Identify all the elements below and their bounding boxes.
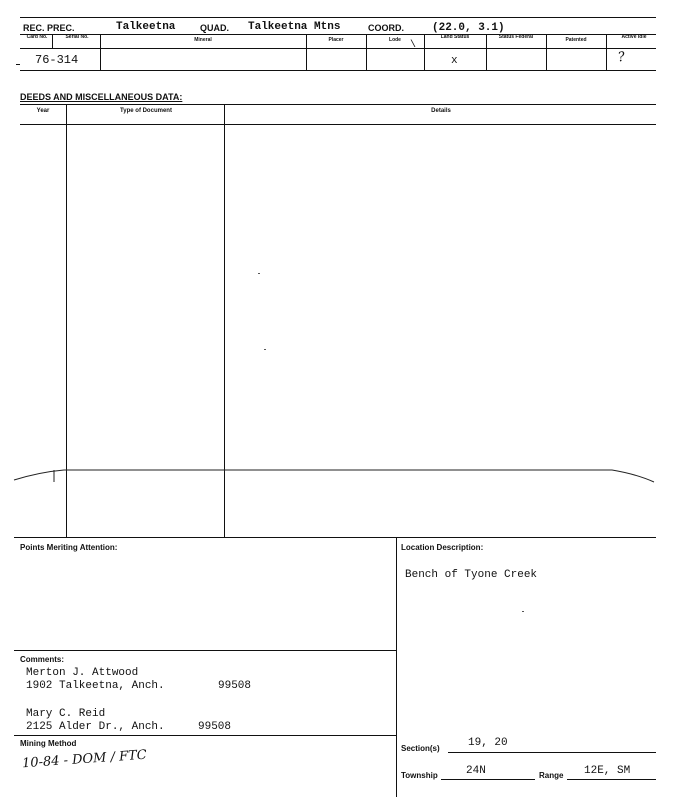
mining-method-handwritten: 10-84 - DOM / FTC xyxy=(21,747,148,772)
col-sep-federal xyxy=(486,34,487,70)
col-active-idle: Active Idle xyxy=(621,34,647,40)
township-value: 24N xyxy=(466,765,486,777)
comment-1-zip: 99508 xyxy=(218,680,252,692)
speck xyxy=(264,349,266,350)
header-rule-3 xyxy=(20,70,656,71)
land-status-value: x xyxy=(451,55,458,67)
points-label: Points Meriting Attention: xyxy=(20,543,118,552)
mining-rule xyxy=(14,735,396,736)
rec-prec-value: Talkeetna xyxy=(116,21,176,33)
comments-label: Comments: xyxy=(20,655,65,664)
header-rule-2 xyxy=(20,48,656,49)
fold-line xyxy=(0,462,678,492)
location-value: Bench of Tyone Creek xyxy=(405,569,538,581)
speck xyxy=(258,273,260,274)
deeds-type-label: Type of Document xyxy=(120,108,172,114)
col-mineral: Mineral xyxy=(194,37,212,43)
col-land-status: Land Status xyxy=(440,34,470,40)
comment-2-zip: 99508 xyxy=(198,721,232,733)
row-tick xyxy=(16,64,20,65)
quad-label: QUAD. xyxy=(200,23,229,33)
active-idle-scribble: ? xyxy=(616,49,626,66)
mining-method-label: Mining Method xyxy=(20,739,77,748)
col-placer: Placer xyxy=(328,37,344,43)
col-lode: Lode xyxy=(389,37,401,43)
range-value: 12E, SM xyxy=(584,765,631,777)
deeds-details-label: Details xyxy=(431,108,451,114)
comments-rule xyxy=(14,650,396,651)
deeds-rule-top xyxy=(20,104,656,105)
comment-1-name: Merton J. Attwood xyxy=(26,667,139,679)
comment-2-name: Mary C. Reid xyxy=(26,708,106,720)
header-rule-1 xyxy=(20,34,656,35)
coord-label: COORD. xyxy=(368,23,404,33)
lower-rule-top xyxy=(14,537,656,538)
col-sep-land xyxy=(424,34,425,70)
top-border xyxy=(20,17,656,18)
section-value: 19, 20 xyxy=(468,737,508,749)
col-sep-active xyxy=(606,34,607,70)
col-patented: Patented xyxy=(565,37,587,43)
col-serial-no: Serial No. xyxy=(65,34,89,40)
coord-value: (22.0, 3.1) xyxy=(432,22,505,34)
township-underline xyxy=(441,779,535,780)
card-no-value: 76-314 xyxy=(35,53,79,67)
quad-value: Talkeetna Mtns xyxy=(248,21,341,33)
deeds-heading: DEEDS AND MISCELLANEOUS DATA: xyxy=(20,92,183,102)
section-label: Section(s) xyxy=(401,744,440,753)
township-label: Township xyxy=(401,771,438,780)
lower-divider xyxy=(396,537,397,797)
section-underline xyxy=(448,752,656,753)
deeds-year-label: Year xyxy=(36,108,50,114)
comment-2-address: 2125 Alder Dr., Anch. xyxy=(26,721,165,733)
col-card-no: Card No. xyxy=(26,34,48,40)
col-status-federal: Status Federal xyxy=(498,34,534,40)
rec-prec-label: REC. PREC. xyxy=(23,23,75,33)
col-sep-serial xyxy=(52,34,53,48)
lode-mark: \ xyxy=(410,40,417,51)
range-label: Range xyxy=(539,771,564,780)
location-label: Location Description: xyxy=(401,543,484,552)
comment-1-address: 1902 Talkeetna, Anch. xyxy=(26,680,165,692)
range-underline xyxy=(567,779,656,780)
speck xyxy=(522,611,524,612)
deeds-rule-header xyxy=(20,124,656,125)
